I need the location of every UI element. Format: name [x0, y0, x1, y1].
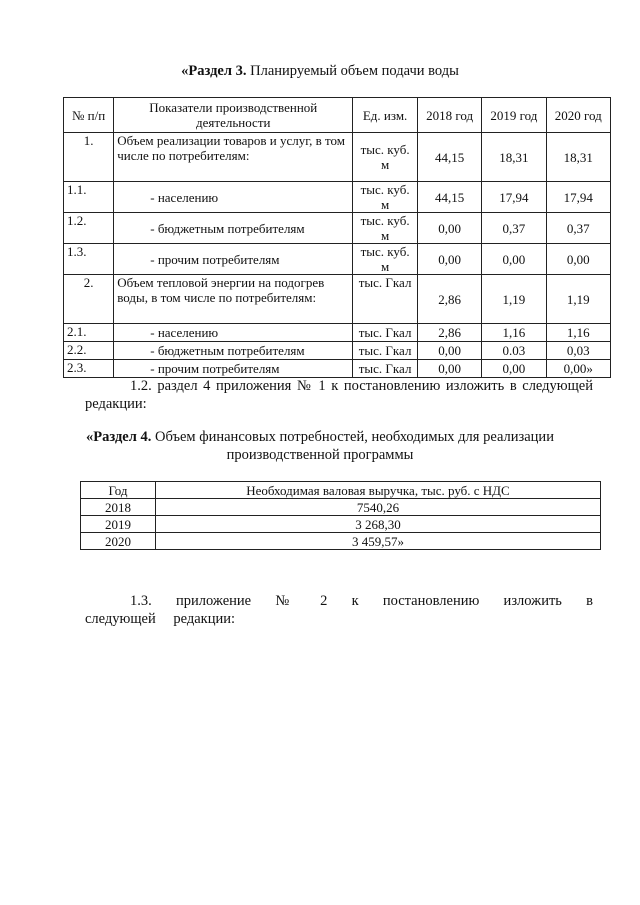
row-indicator: - прочим потребителям [114, 360, 353, 378]
row-value-2020: 1,16 [546, 324, 610, 342]
row-indicator: - населению [114, 324, 353, 342]
row-value-2019: 0.03 [482, 342, 546, 360]
row-value-2019: 18,31 [482, 133, 546, 182]
row-unit: тыс. Гкал [353, 360, 418, 378]
row-value-2018: 2,86 [417, 324, 481, 342]
section4-title-text: Объем финансовых потребностей, необходимых для реализации [151, 429, 554, 445]
row-indicator: - прочим потребителям [114, 244, 353, 275]
row-value-2020: 1,19 [546, 275, 610, 324]
paragraph-1-2: 1.2. раздел 4 приложения № 1 к постановлению изложить в следующей редакции: [85, 378, 593, 412]
col-header-2020: 2020 год [546, 98, 610, 133]
row-year: 2020 [81, 533, 156, 550]
row-value-2019: 17,94 [482, 182, 546, 213]
table-row [81, 516, 601, 533]
row-value-2018: 2,86 [417, 275, 481, 324]
row-value-2019: 0,00 [482, 244, 546, 275]
row-unit: тыс. куб. м [353, 244, 418, 275]
table-row [64, 360, 611, 378]
water-supply-table [63, 97, 611, 378]
col-header-revenue: Необходимая валовая выручка, тыс. руб. с НДС [156, 482, 601, 499]
row-number: 2.1. [64, 324, 114, 342]
financial-needs-table [80, 481, 601, 550]
row-indicator: - населению [114, 182, 353, 213]
row-number: 1.3. [64, 244, 114, 275]
row-number: 2.3. [64, 360, 114, 378]
table-row [64, 244, 611, 275]
row-indicator: - бюджетным потребителям [114, 342, 353, 360]
col-header-unit: Ед. изм. [353, 98, 418, 133]
table-row [64, 133, 611, 182]
row-number: 1.1. [64, 182, 114, 213]
row-value-2019: 1,19 [482, 275, 546, 324]
table-row [64, 342, 611, 360]
row-revenue: 3 459,57» [156, 533, 601, 550]
row-number: 2. [64, 275, 114, 324]
table-header-row [64, 98, 611, 133]
section3-title-text: Планируемый объем подачи воды [246, 63, 459, 79]
row-value-2020: 0,37 [546, 213, 610, 244]
row-value-2018: 0,00 [417, 342, 481, 360]
table-row [64, 324, 611, 342]
row-indicator: Объем тепловой энергии на подогрев воды, в том числе по потребителям: [114, 275, 353, 324]
row-revenue: 3 268,30 [156, 516, 601, 533]
row-year: 2018 [81, 499, 156, 516]
section4-title-bold: «Раздел 4. [86, 429, 152, 445]
table-row [64, 213, 611, 244]
table-row [64, 275, 611, 324]
row-value-2019: 1,16 [482, 324, 546, 342]
row-number: 1.2. [64, 213, 114, 244]
row-indicator: - бюджетным потребителям [114, 213, 353, 244]
row-value-2018: 0,00 [417, 213, 481, 244]
section4-title-line2: производственной программы [226, 447, 414, 463]
row-unit: тыс. куб. м [353, 182, 418, 213]
row-number: 2.2. [64, 342, 114, 360]
section3-title [0, 62, 640, 80]
col-header-2019: 2019 год [482, 98, 546, 133]
table-row [81, 499, 601, 516]
col-header-year: Год [81, 482, 156, 499]
row-value-2020: 18,31 [546, 133, 610, 182]
row-value-2018: 0,00 [417, 360, 481, 378]
row-value-2018: 44,15 [417, 133, 481, 182]
row-value-2019: 0,37 [482, 213, 546, 244]
table-row [64, 182, 611, 213]
col-header-2018: 2018 год [417, 98, 481, 133]
row-indicator: Объем реализации товаров и услуг, в том числе по потребителям: [114, 133, 353, 182]
row-value-2019: 0,00 [482, 360, 546, 378]
row-value-2020: 17,94 [546, 182, 610, 213]
row-revenue: 7540,26 [156, 499, 601, 516]
section3-title-bold: «Раздел 3. [181, 63, 247, 79]
row-unit: тыс. Гкал [353, 342, 418, 360]
col-header-indicator: Показатели производственной деятельности [114, 98, 353, 133]
row-value-2020: 0,00» [546, 360, 610, 378]
row-value-2020: 0,03 [546, 342, 610, 360]
row-year: 2019 [81, 516, 156, 533]
row-unit: тыс. Гкал [353, 324, 418, 342]
row-unit: тыс. Гкал [353, 275, 418, 324]
row-unit: тыс. куб. м [353, 213, 418, 244]
row-value-2018: 44,15 [417, 182, 481, 213]
col-header-number: № п/п [64, 98, 114, 133]
paragraph-1-3: 1.3. приложение № 2 к постановлению изложить в следующей редакции: [85, 593, 593, 627]
table-row [81, 533, 601, 550]
row-value-2020: 0,00 [546, 244, 610, 275]
row-unit: тыс. куб. м [353, 133, 418, 182]
table-header-row [81, 482, 601, 499]
section4-title [0, 428, 640, 446]
row-value-2018: 0,00 [417, 244, 481, 275]
row-number: 1. [64, 133, 114, 182]
